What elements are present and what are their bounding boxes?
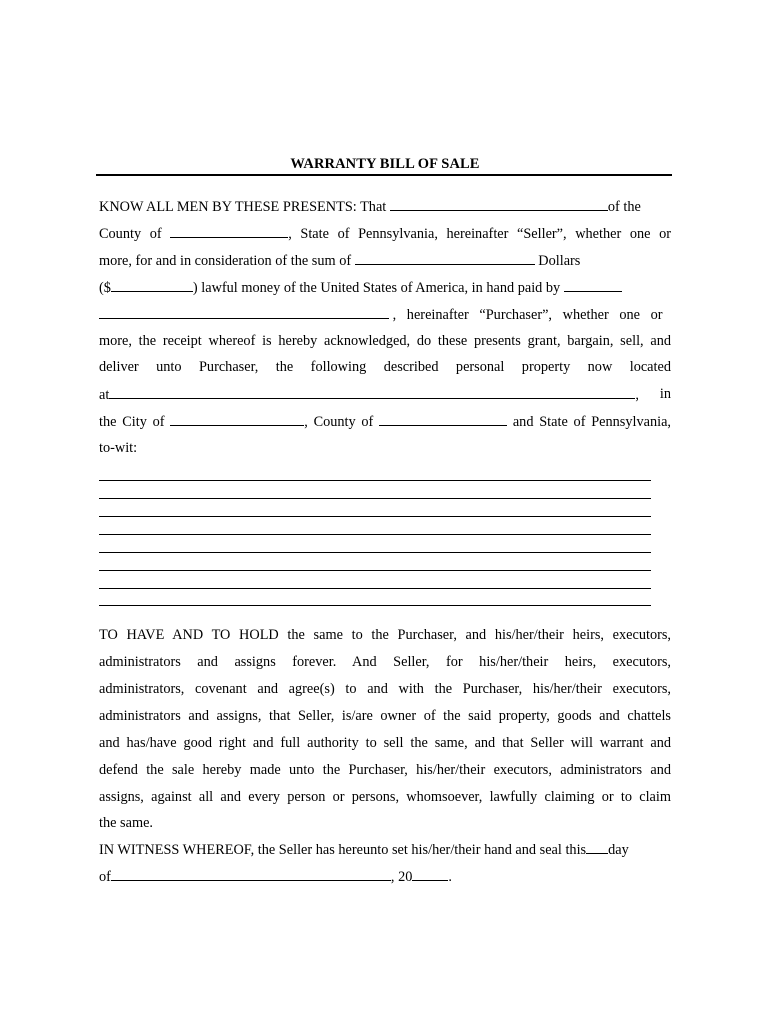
text: of	[99, 869, 111, 885]
text: more, for and in consideration of the sum of	[99, 253, 352, 269]
p2-line-4: administrators and assigns, that Seller, is/are owner of the said property, goods and chattels	[99, 708, 671, 724]
p2-line-5: and has/have good right and full authority to sell the same, and that Seller will warrant and	[99, 735, 671, 751]
purchaser-name-blank-2[interactable]	[99, 305, 389, 319]
p2-line-2: administrators and assigns forever. And Seller, for his/her/their heirs, executors,	[99, 654, 671, 670]
p1-line-6: more, the receipt whereof is hereby acknowledged, do these presents grant, bargain, sell, and	[99, 333, 671, 349]
description-rule-6[interactable]	[99, 570, 651, 571]
text: day	[608, 842, 629, 858]
description-rule-5[interactable]	[99, 552, 651, 553]
p2-line-7: assigns, against all and every person or persons, whomsoever, lawfully claiming or to claim	[99, 789, 671, 805]
text: the City of	[99, 414, 165, 430]
p1-line-2	[99, 224, 671, 243]
text: , State of Pennsylvania, hereinafter “Seller”, whether one or	[288, 226, 671, 242]
description-rule-8[interactable]	[99, 605, 651, 606]
sum-amount-blank[interactable]	[111, 278, 193, 292]
text: ($	[99, 280, 111, 296]
text: IN WITNESS WHEREOF, the Seller has hereunto set his/her/their hand and seal this	[99, 842, 587, 858]
p1-line-4	[99, 278, 671, 297]
text: KNOW ALL MEN BY THESE PRESENTS: That	[99, 199, 387, 215]
p1-line-1	[99, 197, 671, 216]
p1-line-7: deliver unto Purchaser, the following described personal property now located	[99, 359, 671, 375]
p2-line-8: the same.	[99, 815, 153, 831]
p2-line-1: TO HAVE AND TO HOLD the same to the Purchaser, and his/her/their heirs, executors,	[99, 627, 671, 643]
text: in	[659, 386, 671, 402]
city-blank[interactable]	[170, 412, 304, 426]
text: and State of Pennsylvania,	[512, 414, 671, 430]
p1-line-5	[99, 305, 671, 324]
county-blank[interactable]	[379, 412, 507, 426]
property-location-blank[interactable]	[109, 385, 635, 399]
seller-county-blank[interactable]	[170, 224, 288, 238]
text: , 20	[390, 869, 413, 885]
p1-line-9	[99, 412, 671, 431]
p2-line-3	[99, 680, 671, 698]
text: .	[448, 869, 452, 885]
purchaser-name-blank-1[interactable]	[564, 278, 622, 292]
title-underline	[96, 174, 672, 176]
description-rule-3[interactable]	[99, 516, 651, 517]
text: , County of	[304, 414, 374, 430]
document-title: WARRANTY BILL OF SALE	[290, 156, 480, 172]
year-blank[interactable]	[412, 867, 448, 881]
p3-line-1	[99, 840, 671, 859]
p1-line-3	[99, 251, 671, 270]
p3-line-2	[99, 867, 671, 886]
description-rule-1[interactable]	[99, 480, 651, 481]
p2-line-6: defend the sale hereby made unto the Purchaser, his/her/their executors, administrators and	[99, 762, 671, 778]
text: , hereinafter “Purchaser”, whether one or	[392, 307, 663, 323]
seller-name-blank[interactable]	[390, 197, 608, 211]
text: at	[99, 387, 110, 403]
p1-line-10: to-wit:	[99, 440, 138, 456]
description-rule-2[interactable]	[99, 498, 651, 499]
text: County of	[99, 226, 162, 242]
p1-line-8	[99, 385, 671, 404]
text: administrators, covenant and agree(s) to and with the Purchaser, his/her/their	[99, 681, 602, 697]
text: Dollars	[538, 253, 581, 269]
text: ,	[635, 387, 639, 403]
sum-words-blank[interactable]	[355, 251, 535, 265]
text: executors,	[612, 681, 671, 697]
text: of the	[607, 199, 641, 215]
text: ) lawful money of the United States of America, in hand paid by	[192, 280, 561, 296]
month-blank[interactable]	[111, 867, 391, 881]
day-blank[interactable]	[586, 840, 608, 854]
description-rule-7[interactable]	[99, 588, 651, 589]
description-rule-4[interactable]	[99, 534, 651, 535]
